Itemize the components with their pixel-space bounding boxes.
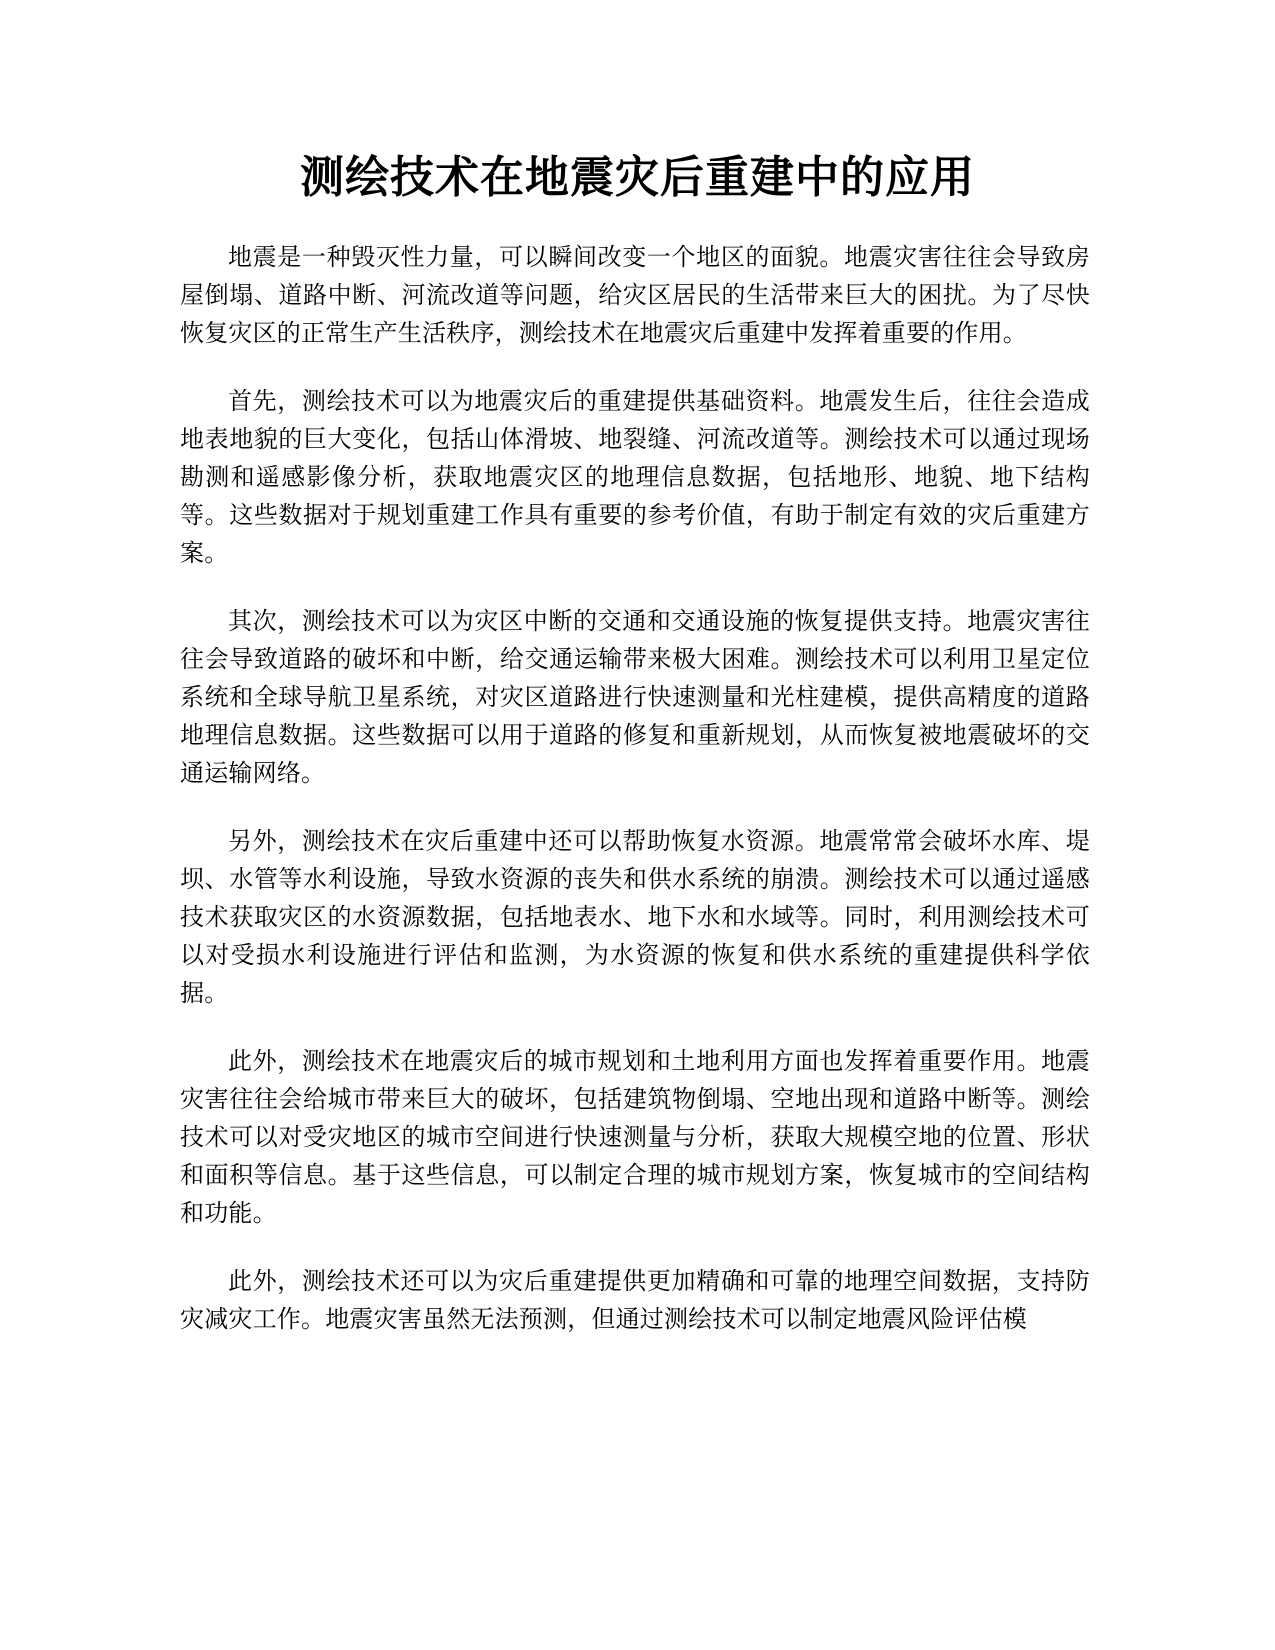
document-body: [180, 238, 1090, 1368]
paragraph-5: 此外，测绘技术在地震灾后的城市规划和土地利用方面也发挥着重要作用。地震灾害往往会给城市带来巨大的破坏，包括建筑物倒塌、空地出现和道路中断等。测绘技术可以对受灾地区的城市空间进行快速测量与分析，获取大规模空地的位置、形状和面积等信息。基于这些信息，可以制定合理的城市规划方案，恢复城市的空间结构和功能。: [180, 1047, 1090, 1227]
document-title: 测绘技术在地震灾后重建中的应用: [300, 152, 975, 203]
paragraph-6: 此外，测绘技术还可以为灾后重建提供更加精确和可靠的地理空间数据，支持防灾减灾工作。地震灾害虽然无法预测，但通过测绘技术可以制定地震风险评估模: [180, 1267, 1090, 1333]
paragraph-3: 其次，测绘技术可以为灾区中断的交通和交通设施的恢复提供支持。地震灾害往往会导致道路的破坏和中断，给交通运输带来极大困难。测绘技术可以利用卫星定位系统和全球导航卫星系统，对灾区道路进行快速测量和光柱建模，提供高精度的道路地理信息数据。这些数据可以用于道路的修复和重新规划，从而恢复被地震破坏的交通运输网络。: [180, 607, 1090, 787]
paragraph-1: 地震是一种毁灭性力量，可以瞬间改变一个地区的面貌。地震灾害往往会导致房屋倒塌、道路中断、河流改道等问题，给灾区居民的生活带来巨大的困扰。为了尽快恢复灾区的正常生产生活秩序，测绘技术在地震灾后重建中发挥着重要的作用。: [180, 243, 1090, 347]
paragraph-2: 首先，测绘技术可以为地震灾后的重建提供基础资料。地震发生后，往往会造成地表地貌的巨大变化，包括山体滑坡、地裂缝、河流改道等。测绘技术可以通过现场勘测和遥感影像分析，获取地震灾区的地理信息数据，包括地形、地貌、地下结构等。这些数据对于规划重建工作具有重要的参考价值，有助于制定有效的灾后重建方案。: [180, 387, 1090, 567]
paragraph-4: 另外，测绘技术在灾后重建中还可以帮助恢复水资源。地震常常会破坏水库、堤坝、水管等水利设施，导致水资源的丧失和供水系统的崩溃。测绘技术可以通过遥感技术获取灾区的水资源数据，包括地表水、地下水和水域等。同时，利用测绘技术可以对受损水利设施进行评估和监测，为水资源的恢复和供水系统的重建提供科学依据。: [180, 827, 1090, 1007]
